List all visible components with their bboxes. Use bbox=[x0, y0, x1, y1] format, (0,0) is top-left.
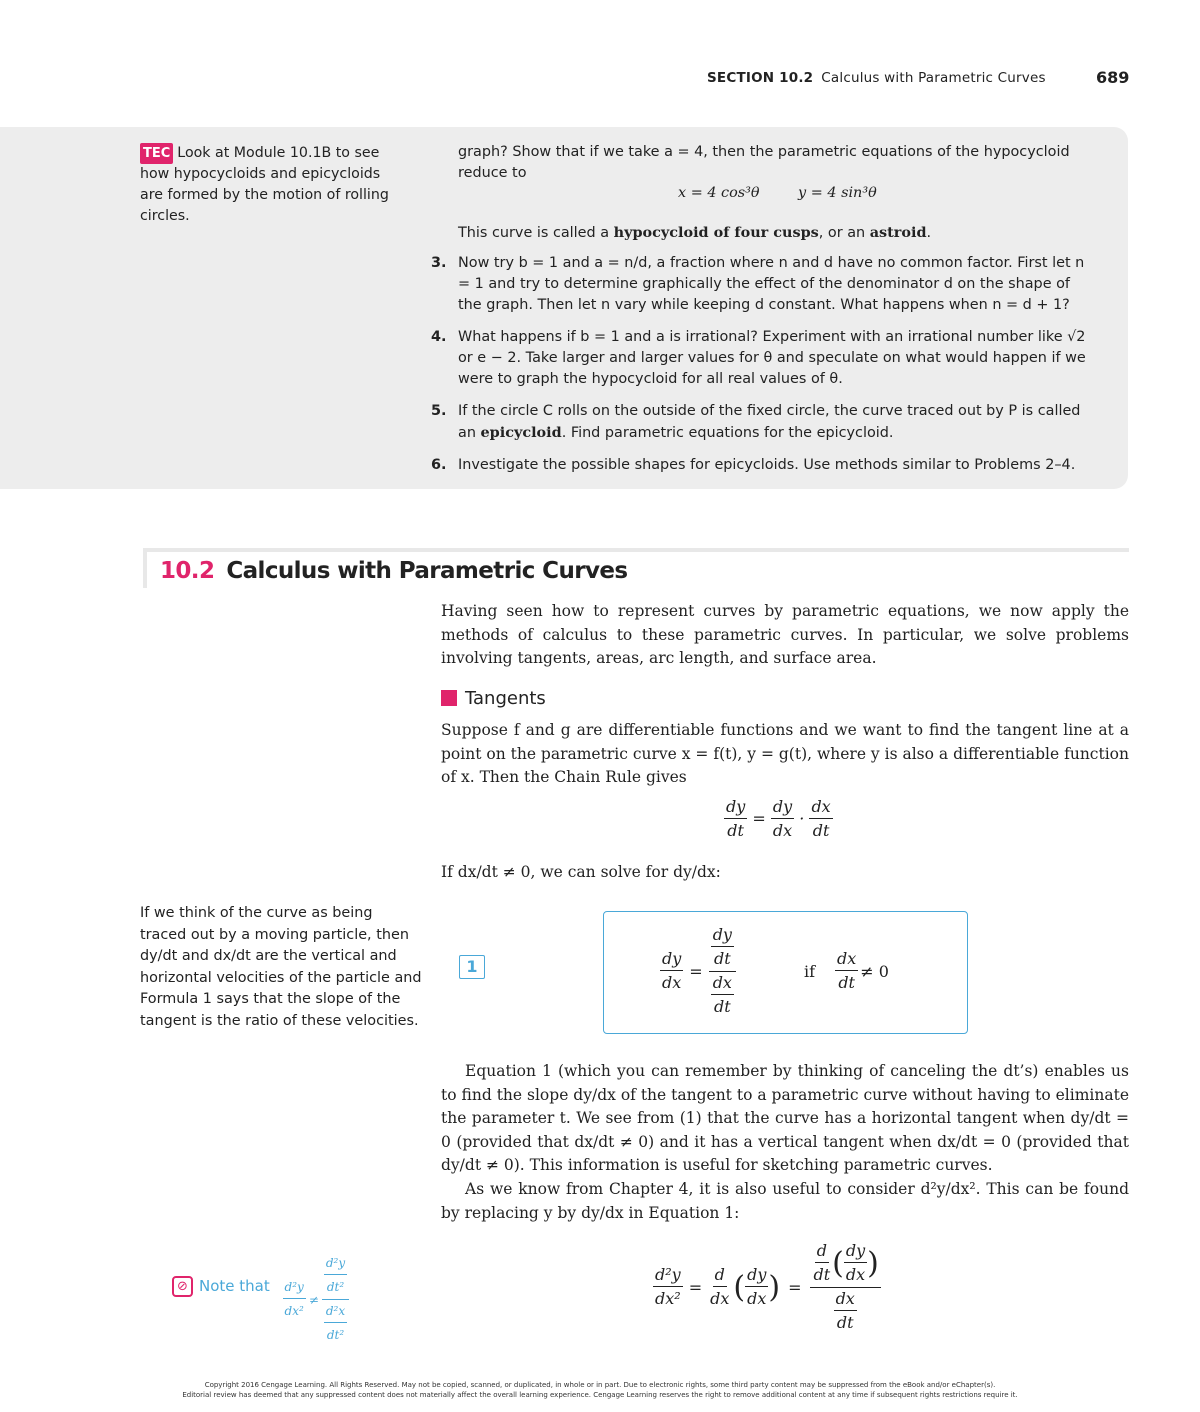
caution-icon: ⊘ bbox=[172, 1276, 193, 1297]
formula-1: $\frac{dy}{dx}$ = $\frac{\frac{dy}{dt}}{\frac{dx}{dt}}$ if $\frac{dx}{dt}$ ≠ 0 bbox=[662, 925, 889, 1016]
project-item-4: 4. What happens if b = 1 and a is irrational? Experiment with an irrational number like √2 or e − 2. Take larger and larger values for θ and speculate on what would happen if we were to graph the hypocycloid for all real values of θ. bbox=[431, 329, 1086, 387]
project-item-6: 6. Investigate the possible shapes for epicycloids. Use methods similar to Problems 2–4. bbox=[431, 457, 1076, 473]
astroid-eq-y: y = 4 sin³θ bbox=[798, 185, 877, 201]
tec-margin-note bbox=[140, 143, 400, 227]
formula-1-box bbox=[603, 911, 968, 1034]
running-head bbox=[707, 70, 1046, 86]
section-rule-left bbox=[143, 548, 147, 588]
footer-line1: Copyright 2016 Cengage Learning. All Rights Reserved. May not be copied, scanned, or duplicated, in whole or in part. Due to electronic rights, some third party content may be suppressed from the eBook and/or eChapter(s). bbox=[204, 1381, 996, 1389]
tec-note-text: Look at Module 10.1B to see how hypocycloids and epicycloids are formed by the motion of rolling circles. bbox=[140, 145, 389, 224]
section-title bbox=[160, 558, 627, 584]
section-label: SECTION 10.2 bbox=[707, 70, 814, 86]
chain-rule-equation: $\frac{dy}{dt}$ = $\frac{dy}{dx}$ · $\frac{dx}{dt}$ bbox=[726, 797, 831, 840]
astroid-eq-x: x = 4 cos³θ bbox=[678, 185, 760, 201]
astroid-sentence: This curve is called a hypocycloid of four cusps, or an astroid. bbox=[458, 224, 932, 241]
project-item-3: 3. Now try b = 1 and a = n/d, a fraction where n and d have no common factor. First let n = 1 and try to determine graphically the effect of the denominator d on the shape of the graph. Then let n vary while keeping d constant. What happens when n = d + 1? bbox=[431, 255, 1085, 313]
term-astroid: astroid bbox=[869, 224, 927, 241]
note-label: Note that bbox=[199, 1277, 270, 1295]
second-derivative-equation: $\frac{\text{d²y}}{\text{dx²}}$ = $\frac{d}{dx}$ ( $\frac{dy}{dx}$ ) = $\frac{d}{dt}$ ( $\frac{dy}{dx}$ ) $\frac{dx}{dt}$ bbox=[655, 1241, 879, 1332]
heading-square-icon bbox=[441, 690, 457, 706]
tangents-paragraph: Suppose f and g are differentiable functions and we want to find the tangent line at a point on the parametric curve x = f(t), y = g(t), where y is also a differentiable function of x. Then the Chain Rule gives bbox=[441, 721, 1129, 786]
section-intro: Having seen how to represent curves by parametric equations, we now apply the methods of calculus to these parametric curves. In particular, we solve problems involving tangents, areas, arc length, and surface area. bbox=[441, 602, 1129, 667]
equation-number-1: 1 bbox=[459, 955, 485, 979]
solve-line: If dx/dt ≠ 0, we can solve for dy/dx: bbox=[441, 863, 721, 881]
second-derivative-paragraph: As we know from Chapter 4, it is also useful to consider d²y/dx². This can be found by replacing y by dy/dx in Equation 1: bbox=[441, 1180, 1129, 1222]
project-intro-line1: graph? Show that if we take a = 4, then the parametric equations of the hypocycloid bbox=[458, 144, 1070, 160]
project-item-5: 5. If the circle C rolls on the outside of the fixed circle, the curve traced out by P is called an epicycloid. Find parametric equations for the epicycloid. bbox=[431, 403, 1081, 441]
page-number: 689 bbox=[1096, 68, 1130, 87]
velocity-margin-note: If we think of the curve as being traced out by a moving particle, then dy/dt and dx/dt are the vertical and horizontal velocities of the particle and Formula 1 says that the slope of the tangent is the ratio of these velocities. bbox=[140, 905, 422, 1029]
section-number: 10.2 bbox=[160, 558, 215, 584]
term-epicycloid: epicycloid bbox=[480, 424, 562, 441]
running-title: Calculus with Parametric Curves bbox=[821, 70, 1046, 86]
note-line: ⊘ Note that $\frac{\text{d²y}}{\text{dx²}}$ ≠ $\frac{\frac{\text{d²y}}{\text{dt²}}}{\frac{\text{d²x}}{\text{dt²}}}$ bbox=[172, 1252, 349, 1347]
term-hypocycloid-four-cusps: hypocycloid of four cusps bbox=[613, 224, 819, 241]
copyright-footer bbox=[0, 1380, 1200, 1400]
section-rule bbox=[143, 548, 1129, 552]
tangents-heading: Tangents bbox=[441, 688, 546, 709]
tec-badge: TEC bbox=[140, 143, 173, 164]
footer-line2: Editorial review has deemed that any suppressed content does not materially affect the overall learning experience. Cengage Learning reserves the right to remove additional content at any time if subsequent rights restrictions require it. bbox=[182, 1391, 1018, 1399]
section-title-text: Calculus with Parametric Curves bbox=[226, 558, 628, 584]
project-intro-line2: reduce to bbox=[458, 165, 527, 181]
equation-1-paragraph: Equation 1 (which you can remember by thinking of canceling the dt’s) enables us to find the slope dy/dx of the tangent to a parametric curve without having to eliminate the parameter t. We see from (1) that the curve has a horizontal tangent when dy/dt = 0 (provided that dx/dt ≠ 0) and it has a vertical tangent when dx/dt = 0 (provided that dy/dt ≠ 0). This information is useful for sketching parametric curves. bbox=[441, 1062, 1129, 1174]
